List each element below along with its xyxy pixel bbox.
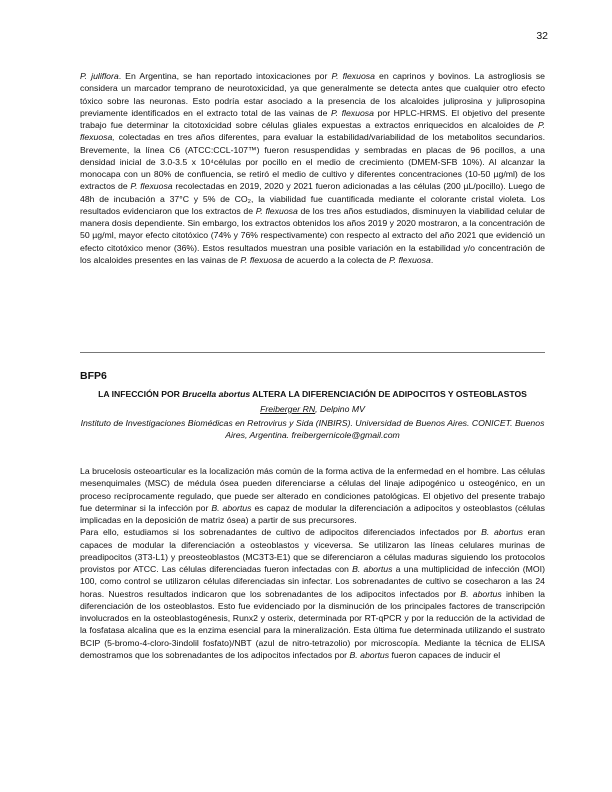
abstract-title [80,389,545,399]
section-divider [80,352,545,353]
text-run: P. flexuosa [388,254,431,265]
text-run: P. flexuosa [255,205,298,216]
text-run: P. flexuosa [330,107,374,118]
text-run: Para ello, estudiamos si los sobrenadantes de cultivo de adipocitos diferenciados infectados por [80,527,482,538]
text-run: inhiben la diferenciación de los osteoblastos. Esto fue evidenciado por la disminución de los principales factores de transcripción involucrados en la osteoblastogénesis, Runx2 y osterix, determinada por RT-qPCR y por la reducción de la actividad de la fosfatasa alcalina que es la enzima esencial para la mineralización. Esta última fue determinada utilizando el sustrato BCIP (5-bromo-4-cloro-3indolil fosfato)/NBT (azul de nitro-tetrazolio) por microscopía. Mediante la técnica de ELISA demostramos que los sobrenadantes de los adipocitos infectados por [80,588,545,660]
text-run: P. juliflora [80,71,119,81]
abstract-code: BFP6 [80,370,107,382]
text-run: P. flexuosa [130,181,173,192]
text-run: Brucella abortus [182,389,251,399]
text-run: . [430,254,434,265]
text-run: es capaz de modular la diferenciación a adipocitos y osteoblastos (células implicadas en la deposición de matriz ósea) a partir de sus precursores. [80,502,545,525]
text-run: . En Argentina, se han reportado intoxicaciones por [118,71,332,81]
text-run: P. flexuosa [331,71,375,81]
text-run: B. abortus [460,588,502,599]
abstract-affiliation: Instituto de Investigaciones Biomédicas en Retrovirus y Sida (INBIRS). Universidad de Buenos Aires. CONICET. Buenos Aires, Argentina. freibergernicole@gmail.com [80,418,545,441]
abstract-paragraph-2 [80,526,545,661]
abstract-paragraph-1 [80,465,545,526]
text-run: a una multiplicidad de infección (MOI) 100, como control se utilizaron células diferenciadas sin infectar. Los sobrenadantes de cultivo se cosecharon a las 24 horas. Nuestros resultados indicaron que los sobrenadantes de los adipocitos infectados por [80,564,545,599]
text-run: Freiberger RN [260,404,316,414]
text-run: B. abortus [481,527,523,538]
previous-abstract-paragraph [80,70,545,266]
text-run: P. flexuosa, [80,120,545,143]
previous-abstract-continuation [80,70,545,266]
abstract-body [80,465,545,661]
abstract-authors [80,403,545,415]
text-run: LA INFECCIÓN POR [98,389,183,399]
text-run: eran capaces de modular la diferenciación a osteoblastos y viceversa. Se utilizaron las líneas celulares murinas de preadipocitos (3T3-L1) y preosteoblastos (MC3T3-E1) que se diferenciaron a células maduras siguiendo los protocolos provistos por ATCC. Las células diferenciadas fueron infectadas con [80,527,545,574]
text-run: por HPLC-HRMS. El objetivo del presente trabajo fue determinar la citotoxicidad sobre células gliales expuestas a extractos enriquecidos en alcaloides de [80,107,546,130]
text-run: ALTERA LA DIFERENCIACIÓN DE ADIPOCITOS Y OSTEOBLASTOS [250,389,527,399]
text-run: recolectadas en 2019, 2020 y 2021 fueron adicionadas a las células (200 µL/pocillo). Luego de 48h de incubación a 37°C y 5% de CO₂, la viabilidad fue cuantificada mediante el colorante cristal violeta. Los resultados evidenciaron que los extractos de [80,181,545,216]
page-number: 32 [536,30,548,42]
text-run: B. abortus [352,564,393,574]
text-run: de acuerdo a la colecta de [282,254,389,265]
text-run: P. flexuosa [240,254,283,265]
text-run: La brucelosis osteoarticular es la localización más común de la forma activa de la enfermedad en el hombre. Las células mesenquimales (MSC) de médula ósea pueden diferenciarse a células del linaje adipogénico u osteogénico, en un proceso recíprocamente regulado, que puede ser alterado en condiciones patológicas. El objetivo del presente trabajo fue determinar si la infección por [80,466,545,513]
text-run: B. abortus [211,502,252,513]
text-run: de los tres años estudiados, disminuyen la viabilidad celular de manera dosis dependiente. Sin embargo, los extractos obtenidos los años 2019 y 2020 mostraron, a la concentración de 50 µg/ml, mayor efecto citotóxico (74% y 76% respectivamente) con respecto al extracto del año 2021 que evidenció un efecto citotóxico menor (36%). Estos resultados muestran una posible variación en la estabilidad y/o concentración de los alcaloides presentes en las vainas de [80,205,545,265]
text-run: colectadas en tres años diferentes, para evaluar la estabilidad/variabilidad de los metabolitos secundarios. Brevemente, la línea C6 (ATCC:CCL-107™) fueron resuspendidas y sembradas en placas de 96 pocillos, a una densidad inicial de 3.0-3.5 x 10⁴células por pocillo en el medio de crecimiento (DMEM-SFB 10%). Al alcanzar la monocapa con un 80% de confluencia, se retiró el medio de cultivo y diferentes concentraciones (10-50 µg/ml) de los extractos de [80,132,545,192]
text-run: , Delpino MV [315,404,365,414]
text-run: en caprinos y bovinos. La astrogliosis se considera un marcador temprano de neurotoxicidad, ya que generalmente se detecta antes que cualquier otro efecto tóxico sobre las neuronas. Esto podría estar asociado a la presencia de los alcaloides juliprosina y juliprosopina previamente identificados en el extracto total de las vainas de [80,71,545,118]
text-run: B. abortus [349,649,390,660]
text-run: fueron capaces de inducir el [389,649,501,660]
